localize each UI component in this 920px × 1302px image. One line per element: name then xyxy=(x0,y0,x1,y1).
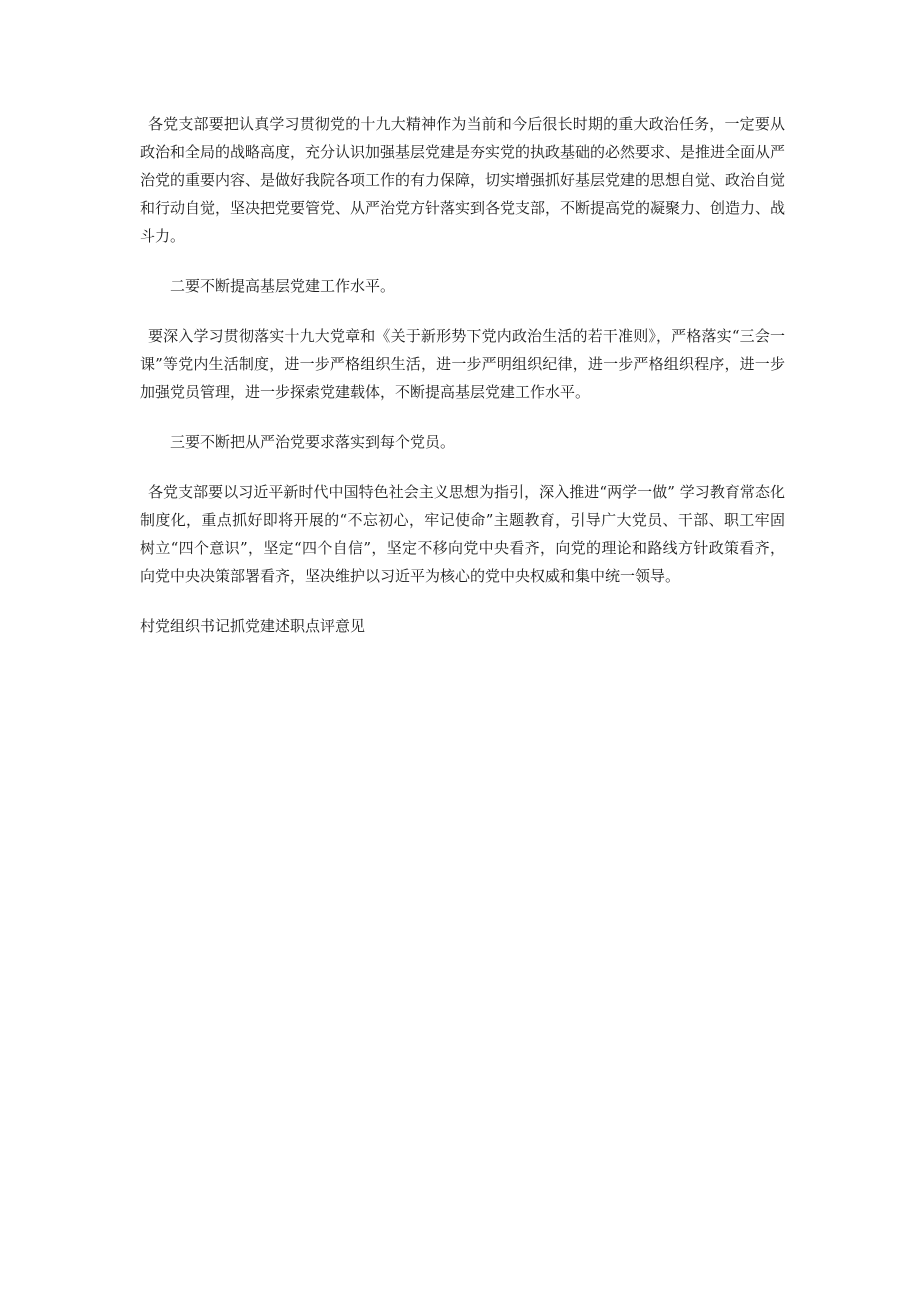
paragraph-1-body: 各党支部要把认真学习贯彻党的十九大精神作为当前和今后很长时期的重大政治任务，一定要从政治和全局的战略高度，充分认识加强基层党建是夯实党的执政基础的必然要求、是推进全面从严治党的重要内容、是做好我院各项工作的有力保障，切实增强抓好基层党建的思想自觉、政治自觉和行动自觉，坚决把党要管党、从严治党方针落实到各党支部，不断提高党的凝聚力、创造力、战斗力。 xyxy=(140,115,786,245)
paragraph-5-body: 各党支部要以习近平新时代中国特色社会主义思想为指引，深入推进“两学一做” 学习教育常态化制度化，重点抓好即将开展的“不忘初心，牢记使命”主题教育，引导广大党员、干部、职工牢固树立“四个意识”，坚定“四个自信”，坚定不移向党中央看齐，向党的理论和路线方针政策看齐，向党中央决策部署看齐，坚决维护以习近平为核心的党中央权威和集中统一领导。 xyxy=(140,483,785,585)
paragraph-4-heading: 三要不断把从严治党要求落实到每个党员。 xyxy=(170,433,456,451)
document-page xyxy=(140,110,785,640)
paragraph-2-heading: 二要不断提高基层党建工作水平。 xyxy=(170,277,396,295)
footer-title: 村党组织书记抓党建述职点评意见 xyxy=(140,617,366,635)
paragraph-3-body: 要深入学习贯彻落实十九大党章和《关于新形势下党内政治生活的若干准则》，严格落实“三会一课”等党内生活制度，进一步严格组织生活，进一步严明组织纪律，进一步严格组织程序，进一步加强党员管理，进一步探索党建载体，不断提高基层党建工作水平。 xyxy=(140,327,785,401)
